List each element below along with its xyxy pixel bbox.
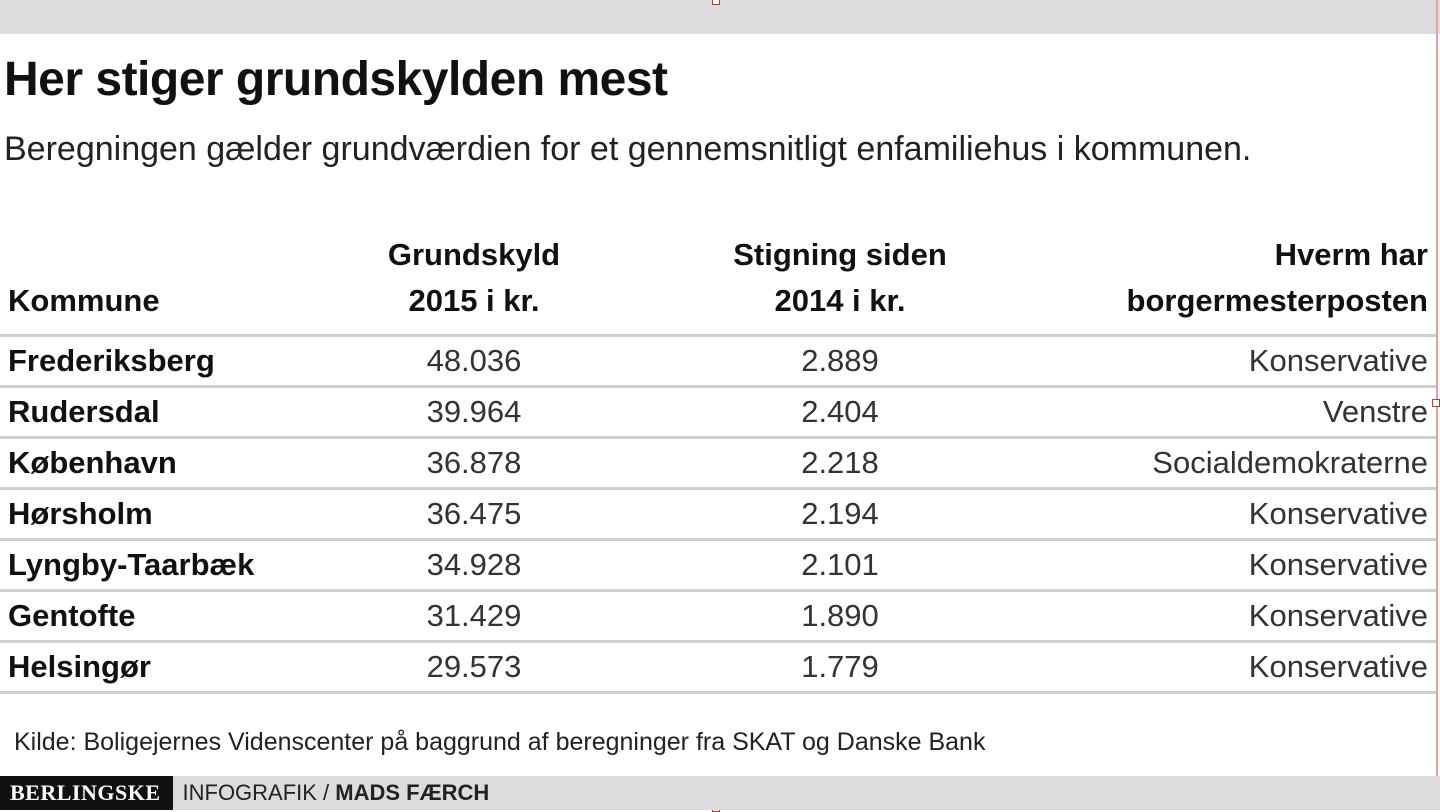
cell-borgmester: Socialdemokraterne bbox=[1068, 438, 1436, 489]
cell-grundskyld: 31.429 bbox=[336, 591, 612, 642]
column-header-kommune bbox=[0, 232, 336, 336]
table-row bbox=[0, 336, 1436, 387]
cell-grundskyld: 39.964 bbox=[336, 387, 612, 438]
cell-stigning: 2.218 bbox=[612, 438, 1068, 489]
cell-grundskyld: 48.036 bbox=[336, 336, 612, 387]
page-title: Her stiger grundskylden mest bbox=[4, 53, 668, 106]
cell-borgmester: Konservative bbox=[1068, 591, 1436, 642]
cell-kommune: Hørsholm bbox=[0, 489, 336, 540]
cell-borgmester: Konservative bbox=[1068, 489, 1436, 540]
cell-grundskyld: 36.475 bbox=[336, 489, 612, 540]
column-header-line2: 2015 i kr. bbox=[408, 283, 540, 318]
column-header-line1: Stigning siden bbox=[733, 237, 947, 272]
table-row bbox=[0, 489, 1436, 540]
cell-borgmester: Konservative bbox=[1068, 336, 1436, 387]
column-header-line2: borgermesterposten bbox=[1126, 283, 1428, 318]
cell-borgmester: Konservative bbox=[1068, 642, 1436, 693]
credit-prefix: INFOGRAFIK / bbox=[182, 780, 336, 805]
cell-kommune: Helsingør bbox=[0, 642, 336, 693]
cell-kommune: København bbox=[0, 438, 336, 489]
data-table-container bbox=[0, 232, 1436, 694]
brand-logo: BERLINGSKE bbox=[0, 776, 173, 810]
cell-kommune: Rudersdal bbox=[0, 387, 336, 438]
cell-borgmester: Venstre bbox=[1068, 387, 1436, 438]
cell-borgmester: Konservative bbox=[1068, 540, 1436, 591]
credit-author: MADS FÆRCH bbox=[335, 780, 490, 805]
column-header-borgmester bbox=[1068, 232, 1436, 336]
column-header-line1: Hverm har bbox=[1274, 237, 1428, 272]
cell-stigning: 2.101 bbox=[612, 540, 1068, 591]
credit-line bbox=[183, 780, 490, 806]
cell-stigning: 2.889 bbox=[612, 336, 1068, 387]
column-header-line2: Kommune bbox=[8, 283, 160, 318]
table-row bbox=[0, 642, 1436, 693]
table-row bbox=[0, 387, 1436, 438]
cell-stigning: 2.404 bbox=[612, 387, 1068, 438]
column-header-line1: Grundskyld bbox=[387, 237, 561, 272]
table-row bbox=[0, 591, 1436, 642]
source-note: Kilde: Boligejernes Videnscenter på baggrund af beregninger fra SKAT og Danske Bank bbox=[14, 728, 986, 756]
top-bar bbox=[0, 0, 1440, 34]
table-header-row bbox=[0, 232, 1436, 336]
cell-stigning: 1.890 bbox=[612, 591, 1068, 642]
footer-bar bbox=[0, 776, 1440, 810]
cell-kommune: Lyngby-Taarbæk bbox=[0, 540, 336, 591]
cell-stigning: 2.194 bbox=[612, 489, 1068, 540]
cell-stigning: 1.779 bbox=[612, 642, 1068, 693]
cell-grundskyld: 34.928 bbox=[336, 540, 612, 591]
selection-handle-top[interactable] bbox=[712, 0, 720, 5]
cell-kommune: Gentofte bbox=[0, 591, 336, 642]
table-row bbox=[0, 540, 1436, 591]
page-subtitle: Beregningen gælder grundværdien for et gennemsnitligt enfamiliehus i kommunen. bbox=[4, 130, 1252, 168]
cell-grundskyld: 29.573 bbox=[336, 642, 612, 693]
data-table bbox=[0, 232, 1436, 694]
column-header-line2: 2014 i kr. bbox=[774, 283, 906, 318]
column-header-grundskyld bbox=[336, 232, 612, 336]
column-header-stigning bbox=[612, 232, 1068, 336]
cell-kommune: Frederiksberg bbox=[0, 336, 336, 387]
cell-grundskyld: 36.878 bbox=[336, 438, 612, 489]
table-row bbox=[0, 438, 1436, 489]
